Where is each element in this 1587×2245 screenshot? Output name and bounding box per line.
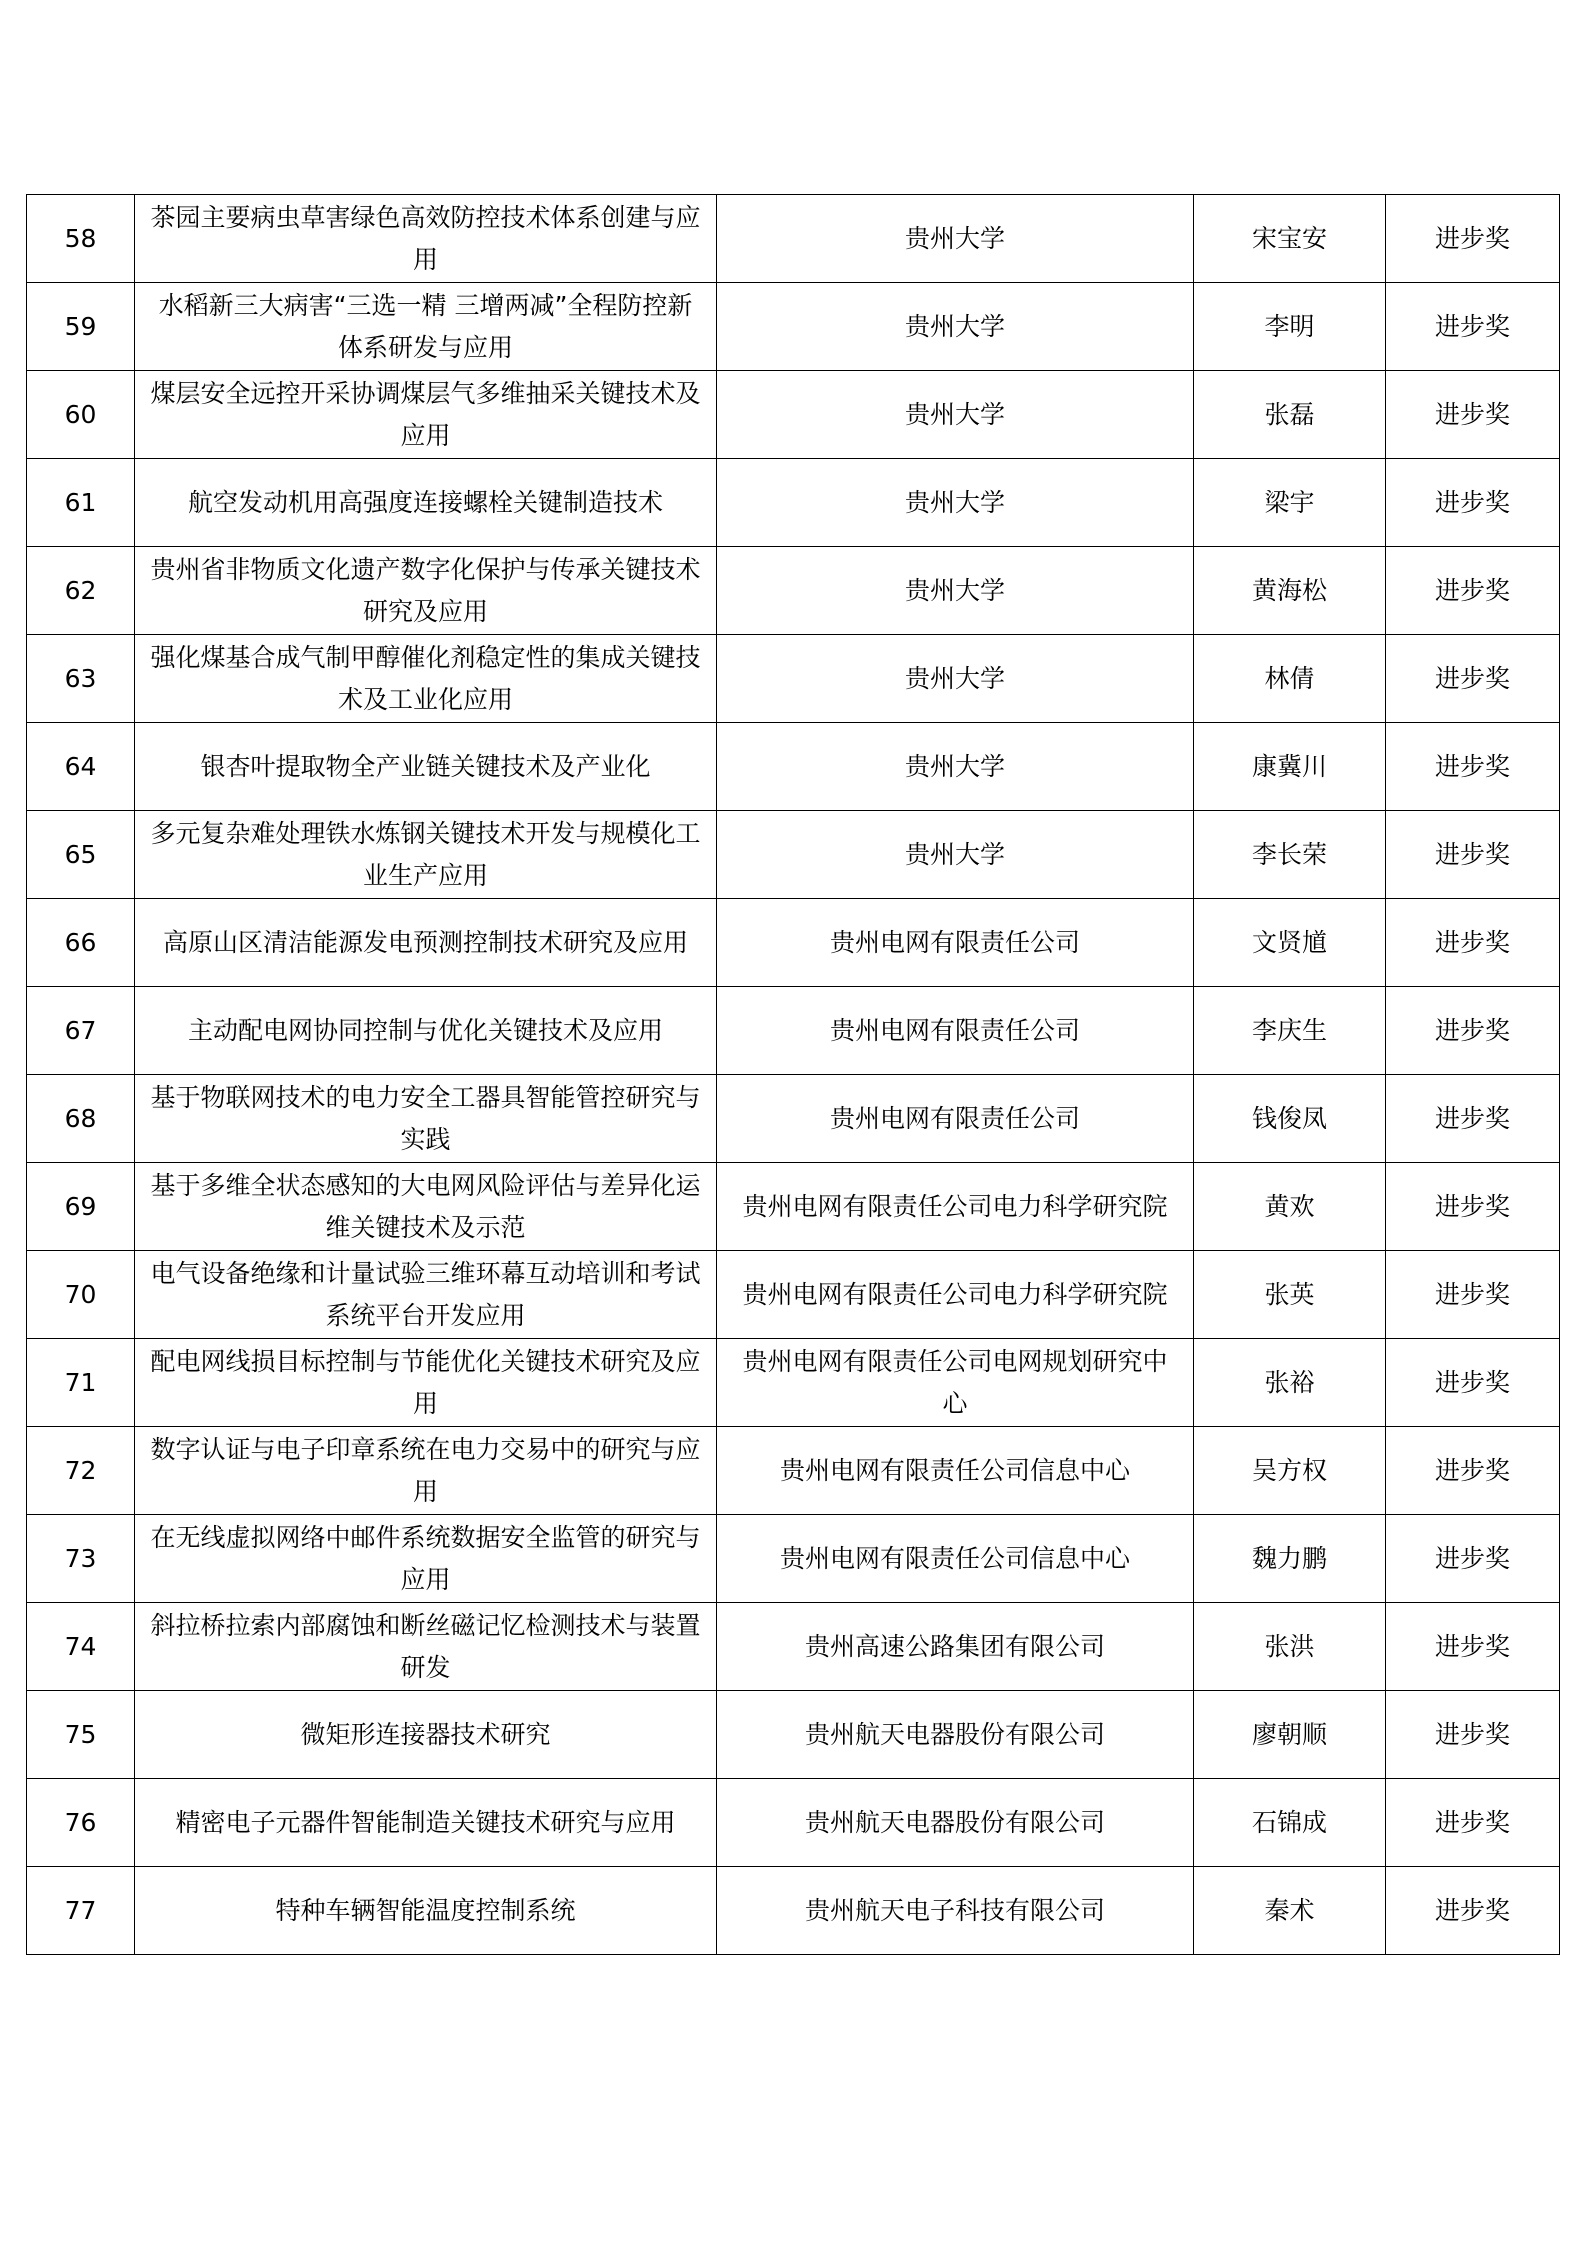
unit-name-cell: 贵州电网有限责任公司 [717,1075,1194,1163]
table-row [27,635,1560,723]
unit-name-cell: 贵州大学 [717,459,1194,547]
row-number-cell: 75 [27,1691,135,1779]
project-name-cell: 航空发动机用高强度连接螺栓关键制造技术 [135,459,717,547]
award-level-cell: 进步奖 [1386,1075,1560,1163]
project-name-cell: 基于物联网技术的电力安全工器具智能管控研究与实践 [135,1075,717,1163]
award-level-cell: 进步奖 [1386,1427,1560,1515]
table-row [27,1867,1560,1955]
award-level-cell: 进步奖 [1386,1779,1560,1867]
award-level-cell: 进步奖 [1386,1867,1560,1955]
row-number-cell: 63 [27,635,135,723]
project-name-cell: 数字认证与电子印章系统在电力交易中的研究与应用 [135,1427,717,1515]
unit-name-cell: 贵州电网有限责任公司电网规划研究中心 [717,1339,1194,1427]
award-level-cell: 进步奖 [1386,635,1560,723]
row-number-cell: 71 [27,1339,135,1427]
award-level-cell: 进步奖 [1386,283,1560,371]
table-row [27,1515,1560,1603]
unit-name-cell: 贵州大学 [717,547,1194,635]
unit-name-cell: 贵州电网有限责任公司 [717,987,1194,1075]
unit-name-cell: 贵州大学 [717,283,1194,371]
row-number-cell: 76 [27,1779,135,1867]
table-row [27,1339,1560,1427]
table-row [27,811,1560,899]
unit-name-cell: 贵州电网有限责任公司电力科学研究院 [717,1163,1194,1251]
table-row [27,899,1560,987]
project-name-cell: 微矩形连接器技术研究 [135,1691,717,1779]
person-name-cell: 石锦成 [1194,1779,1386,1867]
award-level-cell: 进步奖 [1386,371,1560,459]
table-row [27,987,1560,1075]
table-row [27,1251,1560,1339]
award-level-cell: 进步奖 [1386,547,1560,635]
table-row [27,1603,1560,1691]
table-row [27,723,1560,811]
unit-name-cell: 贵州高速公路集团有限公司 [717,1603,1194,1691]
table-row [27,1075,1560,1163]
person-name-cell: 吴方权 [1194,1427,1386,1515]
row-number-cell: 66 [27,899,135,987]
project-name-cell: 特种车辆智能温度控制系统 [135,1867,717,1955]
award-level-cell: 进步奖 [1386,459,1560,547]
award-level-cell: 进步奖 [1386,811,1560,899]
table-row [27,1427,1560,1515]
project-name-cell: 茶园主要病虫草害绿色高效防控技术体系创建与应用 [135,195,717,283]
person-name-cell: 李长荣 [1194,811,1386,899]
person-name-cell: 张磊 [1194,371,1386,459]
award-level-cell: 进步奖 [1386,1515,1560,1603]
unit-name-cell: 贵州大学 [717,635,1194,723]
project-name-cell: 精密电子元器件智能制造关键技术研究与应用 [135,1779,717,1867]
unit-name-cell: 贵州电网有限责任公司信息中心 [717,1427,1194,1515]
unit-name-cell: 贵州大学 [717,371,1194,459]
project-name-cell: 煤层安全远控开采协调煤层气多维抽采关键技术及应用 [135,371,717,459]
project-name-cell: 主动配电网协同控制与优化关键技术及应用 [135,987,717,1075]
unit-name-cell: 贵州航天电器股份有限公司 [717,1691,1194,1779]
table-row [27,371,1560,459]
award-level-cell: 进步奖 [1386,1339,1560,1427]
row-number-cell: 65 [27,811,135,899]
unit-name-cell: 贵州大学 [717,811,1194,899]
person-name-cell: 魏力鹏 [1194,1515,1386,1603]
award-level-cell: 进步奖 [1386,899,1560,987]
person-name-cell: 廖朝顺 [1194,1691,1386,1779]
person-name-cell: 宋宝安 [1194,195,1386,283]
row-number-cell: 72 [27,1427,135,1515]
row-number-cell: 70 [27,1251,135,1339]
unit-name-cell: 贵州航天电器股份有限公司 [717,1779,1194,1867]
row-number-cell: 62 [27,547,135,635]
person-name-cell: 张裕 [1194,1339,1386,1427]
row-number-cell: 73 [27,1515,135,1603]
awards-table-body [27,195,1560,1955]
project-name-cell: 在无线虚拟网络中邮件系统数据安全监管的研究与应用 [135,1515,717,1603]
person-name-cell: 钱俊凤 [1194,1075,1386,1163]
project-name-cell: 配电网线损目标控制与节能优化关键技术研究及应用 [135,1339,717,1427]
row-number-cell: 61 [27,459,135,547]
table-row [27,195,1560,283]
person-name-cell: 秦术 [1194,1867,1386,1955]
row-number-cell: 60 [27,371,135,459]
award-level-cell: 进步奖 [1386,1251,1560,1339]
project-name-cell: 银杏叶提取物全产业链关键技术及产业化 [135,723,717,811]
award-level-cell: 进步奖 [1386,195,1560,283]
project-name-cell: 斜拉桥拉索内部腐蚀和断丝磁记忆检测技术与装置研发 [135,1603,717,1691]
unit-name-cell: 贵州大学 [717,195,1194,283]
person-name-cell: 林倩 [1194,635,1386,723]
row-number-cell: 69 [27,1163,135,1251]
awards-table [26,194,1560,1955]
unit-name-cell: 贵州大学 [717,723,1194,811]
person-name-cell: 文贤馗 [1194,899,1386,987]
project-name-cell: 高原山区清洁能源发电预测控制技术研究及应用 [135,899,717,987]
row-number-cell: 58 [27,195,135,283]
person-name-cell: 梁宇 [1194,459,1386,547]
award-level-cell: 进步奖 [1386,1163,1560,1251]
award-level-cell: 进步奖 [1386,987,1560,1075]
project-name-cell: 强化煤基合成气制甲醇催化剂稳定性的集成关键技术及工业化应用 [135,635,717,723]
unit-name-cell: 贵州航天电子科技有限公司 [717,1867,1194,1955]
project-name-cell: 电气设备绝缘和计量试验三维环幕互动培训和考试系统平台开发应用 [135,1251,717,1339]
row-number-cell: 68 [27,1075,135,1163]
table-row [27,283,1560,371]
person-name-cell: 黄欢 [1194,1163,1386,1251]
person-name-cell: 李庆生 [1194,987,1386,1075]
row-number-cell: 74 [27,1603,135,1691]
award-level-cell: 进步奖 [1386,1691,1560,1779]
person-name-cell: 张英 [1194,1251,1386,1339]
person-name-cell: 黄海松 [1194,547,1386,635]
project-name-cell: 多元复杂难处理铁水炼钢关键技术开发与规模化工业生产应用 [135,811,717,899]
unit-name-cell: 贵州电网有限责任公司 [717,899,1194,987]
row-number-cell: 59 [27,283,135,371]
table-row [27,459,1560,547]
award-level-cell: 进步奖 [1386,723,1560,811]
award-level-cell: 进步奖 [1386,1603,1560,1691]
person-name-cell: 李明 [1194,283,1386,371]
unit-name-cell: 贵州电网有限责任公司信息中心 [717,1515,1194,1603]
table-row [27,1691,1560,1779]
project-name-cell: 贵州省非物质文化遗产数字化保护与传承关键技术研究及应用 [135,547,717,635]
row-number-cell: 67 [27,987,135,1075]
table-row [27,1779,1560,1867]
row-number-cell: 64 [27,723,135,811]
row-number-cell: 77 [27,1867,135,1955]
project-name-cell: 水稻新三大病害“三选一精 三增两减”全程防控新体系研发与应用 [135,283,717,371]
person-name-cell: 康冀川 [1194,723,1386,811]
project-name-cell: 基于多维全状态感知的大电网风险评估与差异化运维关键技术及示范 [135,1163,717,1251]
person-name-cell: 张洪 [1194,1603,1386,1691]
table-row [27,1163,1560,1251]
unit-name-cell: 贵州电网有限责任公司电力科学研究院 [717,1251,1194,1339]
table-row [27,547,1560,635]
